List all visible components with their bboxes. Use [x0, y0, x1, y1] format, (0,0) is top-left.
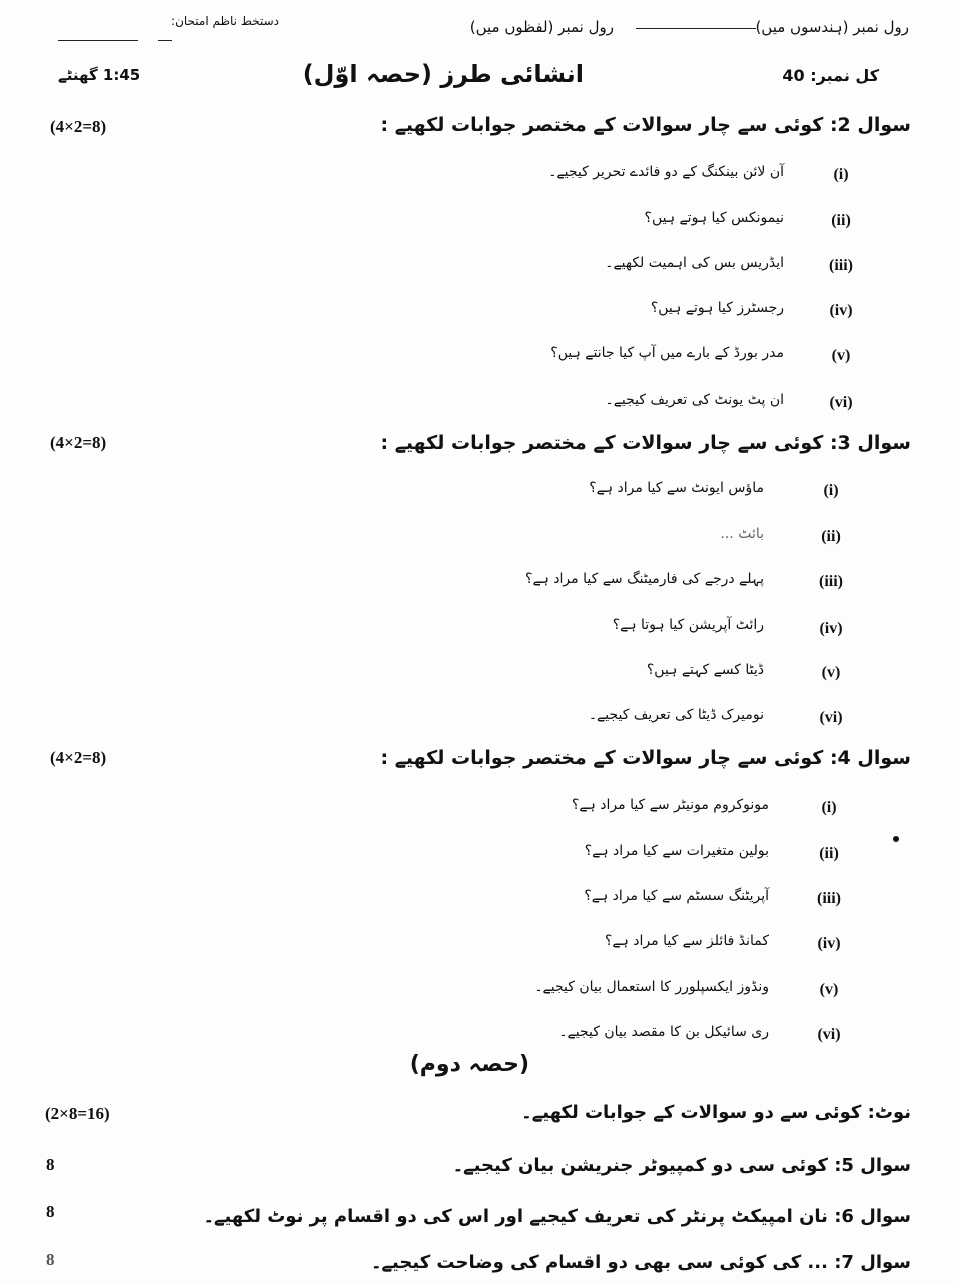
- q3-marks: (4×2=8): [50, 433, 107, 452]
- total-marks: کل نمبر: 40: [782, 66, 879, 85]
- q4-item-num: (vi): [817, 1026, 841, 1043]
- q5-marks: 8: [46, 1155, 55, 1174]
- page-title: انشائی طرز (حصہ اوّل): [302, 60, 584, 88]
- q3-item-text: بائٹ ...: [720, 526, 764, 542]
- q3-item-num: (vi): [819, 709, 843, 726]
- q2-item-num: (vi): [829, 394, 853, 411]
- q3-item-num: (iii): [819, 573, 843, 590]
- q4-item-num: (iv): [817, 935, 841, 952]
- time-allowed: 1:45 گھنٹے: [58, 66, 141, 84]
- part2-note-marks: (2×8=16): [45, 1104, 110, 1123]
- q3-item-num: (iv): [819, 620, 843, 637]
- q2-item-text: ایڈریس بس کی اہمیت لکھیے۔: [605, 255, 784, 271]
- invigilator-label: دستخط ناظم امتحان:: [171, 14, 279, 28]
- q2-item-text: رجسٹرز کیا ہوتے ہیں؟: [650, 300, 784, 316]
- q3-item-text: ڈیٹا کسے کہتے ہیں؟: [646, 662, 764, 678]
- q4-item-num: (iii): [817, 890, 841, 907]
- q2-marks: (4×2=8): [50, 117, 107, 136]
- q2-item-num: (v): [831, 347, 851, 364]
- q4-item-num: (v): [819, 981, 839, 998]
- q2-title: سوال 2: کوئی سے چار سوالات کے مختصر جوابات لکھیے :: [380, 114, 911, 136]
- q4-marks: (4×2=8): [50, 748, 107, 767]
- q2-item-text: نیمونکس کیا ہوتے ہیں؟: [644, 210, 784, 226]
- q4-item-num: (i): [821, 799, 837, 816]
- part2-title: (حصہ دوم): [409, 1052, 529, 1077]
- q2-item-text: ان پٹ یونٹ کی تعریف کیجیے۔: [605, 392, 784, 408]
- q3-title: سوال 3: کوئی سے چار سوالات کے مختصر جوابات لکھیے :: [380, 432, 911, 454]
- q6-marks: 8: [46, 1202, 55, 1221]
- part2-note: نوٹ: کوئی سے دو سوالات کے جوابات لکھیے۔: [521, 1102, 911, 1123]
- q3-item-num: (ii): [821, 528, 841, 545]
- q2-item-num: (iv): [829, 302, 853, 319]
- q4-item-text: مونوکروم مونیٹر سے کیا مراد ہے؟: [571, 797, 769, 813]
- stray-dot: [893, 836, 899, 842]
- q5-text: سوال 5: کوئی سی دو کمپیوٹر جنریشن بیان کیجیے۔: [452, 1155, 911, 1176]
- q4-item-text: آپریٹنگ سسٹم سے کیا مراد ہے؟: [584, 888, 769, 904]
- q4-item-text: کمانڈ فائلز سے کیا مراد ہے؟: [604, 933, 769, 949]
- q4-item-num: (ii): [819, 845, 839, 862]
- q4-item-text: ری سائیکل بن کا مقصد بیان کیجیے۔: [559, 1024, 769, 1040]
- q3-item-text: نومیرک ڈیٹا کی تعریف کیجیے۔: [588, 707, 764, 723]
- q2-item-num: (i): [833, 166, 849, 183]
- q3-item-text: ماؤس ایونٹ سے کیا مراد ہے؟: [589, 480, 764, 496]
- q3-item-text: رائٹ آپریشن کیا ہوتا ہے؟: [612, 617, 764, 633]
- q4-item-text: ونڈوز ایکسپلورر کا استعمال بیان کیجیے۔: [534, 979, 769, 995]
- q3-item-text: پہلے درجے کی فارمیٹنگ سے کیا مراد ہے؟: [525, 571, 764, 587]
- q3-item-num: (i): [823, 482, 839, 499]
- invigilator-line: [58, 40, 138, 41]
- roll-digits-label: رول نمبر (ہندسوں میں): [755, 18, 909, 36]
- roll-digits-line: [636, 28, 756, 29]
- q7-marks: 8: [46, 1250, 55, 1269]
- q4-item-text: بولین متغیرات سے کیا مراد ہے؟: [584, 843, 769, 859]
- q4-title: سوال 4: کوئی سے چار سوالات کے مختصر جوابات لکھیے :: [380, 747, 911, 769]
- invigilator-dash: [158, 40, 172, 41]
- q2-item-text: آن لائن بینکنگ کے دو فائدے تحریر کیجیے۔: [548, 164, 784, 180]
- q6-text: سوال 6: نان امپیکٹ پرنٹر کی تعریف کیجیے اور اس کی دو اقسام پر نوٹ لکھیے۔: [203, 1206, 911, 1227]
- roll-words-label: رول نمبر (لفظوں میں): [469, 18, 614, 36]
- q2-item-num: (ii): [831, 212, 851, 229]
- q2-item-text: مدر بورڈ کے بارے میں آپ کیا جانتے ہیں؟: [550, 345, 784, 361]
- q3-item-num: (v): [821, 664, 841, 681]
- q7-text: سوال 7: ... کی کوئی سی بھی دو اقسام کی وضاحت کیجیے۔: [370, 1252, 911, 1273]
- q2-item-num: (iii): [829, 257, 853, 274]
